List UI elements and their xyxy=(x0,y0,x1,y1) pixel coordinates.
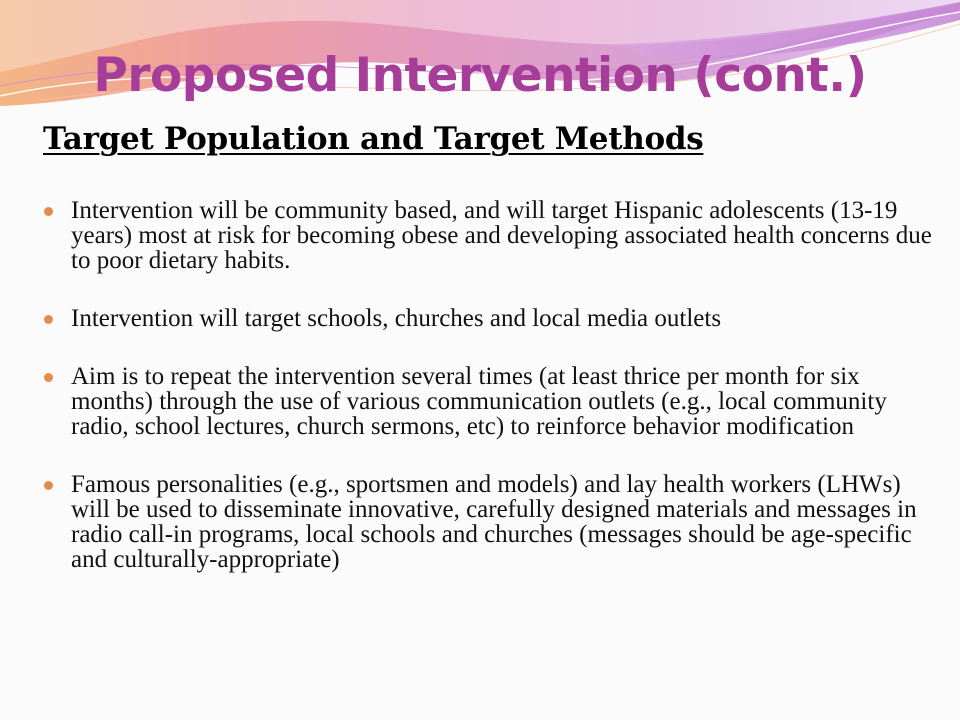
section-heading: Target Population and Target Methods xyxy=(43,121,704,157)
bullet-text: Famous personalities (e.g., sportsmen and models) and lay health workers (LHWs) will be used to disseminate innovative, carefully designed materials and messages in radio call-in programs, local schools and churches (messages should be age-specific and culturally-appropriate) xyxy=(71,471,917,573)
bullet-text: Intervention will be community based, and will target Hispanic adolescents (13-19 years) most at risk for becoming obese and developing associated health concerns due to poor dietary habits. xyxy=(71,197,932,274)
bullet-dot-icon xyxy=(44,373,53,382)
bullet-text: Intervention will target schools, churches and local media outlets xyxy=(71,305,722,332)
bullet-item xyxy=(42,364,942,439)
slide-title: Proposed Intervention (cont.) xyxy=(93,48,867,103)
bullet-item xyxy=(42,306,942,331)
bullet-list xyxy=(42,198,942,605)
bullet-dot-icon xyxy=(44,481,53,490)
bullet-dot-icon xyxy=(44,315,53,324)
bullet-item xyxy=(42,472,942,572)
bullet-text: Aim is to repeat the intervention several times (at least thrice per month for six months) through the use of various communication outlets (e.g., local community radio, school lectures, church sermons, etc) to reinforce behavior modification xyxy=(71,363,887,440)
bullet-dot-icon xyxy=(44,207,53,216)
bullet-item xyxy=(42,198,942,273)
